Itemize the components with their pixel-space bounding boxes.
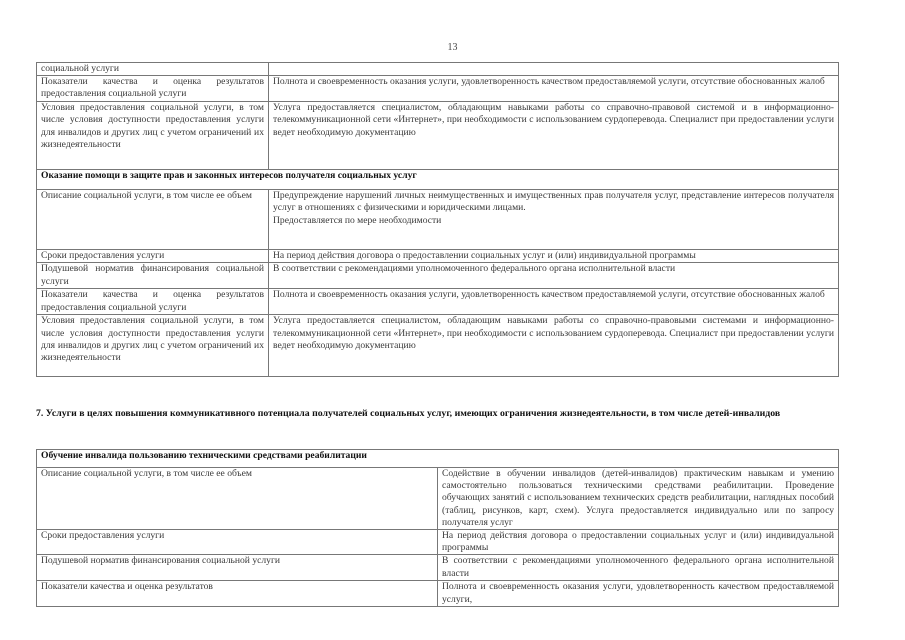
row-label: Условия предоставления социальной услуги, в том числе условия доступности предоставления услуги для инвалидов и других лиц с учетом ограничений их жизнедеятельности [37,315,269,377]
table-row [37,581,839,606]
table-row [37,468,839,530]
row-value: Содействие в обучении инвалидов (детей-инвалидов) практическим навыкам и умению самостоятельно пользоваться техническими средствами реабилитации. Проведение обучающих занятий с использованием технических средств реабилитации, наглядных пособий (таблиц, рисунков, карт, схем). Услуга предоставляется индивидуально или по запросу получателя услуг [438,468,839,530]
section-title: Обучение инвалида пользованию техническими средствами реабилитации [37,450,839,468]
row-value: В соответствии с рекомендациями уполномоченного федерального органа исполнительной власти [438,555,839,581]
section-heading-row [37,450,839,468]
row-label: Сроки предоставления услуги [37,530,438,555]
services-table-bottom [36,449,839,607]
row-value [269,63,839,76]
row-value: Услуга предоставляется специалистом, обладающим навыками работы со справочно-правовой системой и в информационно-телекоммуникационной сети «Интернет», при необходимости с использованием сурдоперевода. Специалист при предоставлении услуги ведет необходимую документацию [269,102,839,170]
table-row [37,289,839,315]
table-row [37,263,839,289]
row-label: Подушевой норматив финансирования социальной услуги [37,555,438,581]
services-table-top [36,62,839,377]
row-value: Услуга предоставляется специалистом, обладающим навыками работы со справочно-правовыми системами и информационно-телекоммуникационной сети «Интернет», при необходимости с использованием сурдоперевода. Специалист при предоставлении услуги ведет необходимую документацию [269,315,839,377]
row-label: Подушевой норматив финансирования социальной услуги [37,263,269,289]
row-label: социальной услуги [37,63,269,76]
row-value: На период действия договора о предоставлении социальных услуг и (или) индивидуальной программы [438,530,839,555]
row-value: На период действия договора о предоставлении социальных услуг и (или) индивидуальной программы [269,250,839,263]
section-title: Оказание помощи в защите прав и законных интересов получателя социальных услуг [37,170,839,190]
table-row [37,76,839,102]
table-row [37,250,839,263]
row-label: Показатели качества и оценка результатов предоставления социальной услуги [37,76,269,102]
table-row [37,63,839,76]
row-label: Показатели качества и оценка результатов [37,581,438,606]
row-value: Полнота и своевременность оказания услуги, удовлетворенность качеством предоставляемой услуги, отсутствие обоснованных жалоб [269,289,839,315]
row-value [269,190,839,250]
table-row [37,102,839,170]
section-heading-row [37,170,839,190]
row-label: Условия предоставления социальной услуги, в том числе условия доступности предоставления услуги для инвалидов и других лиц с учетом ограничений их жизнедеятельности [37,102,269,170]
row-value: Полнота и своевременность оказания услуги, удовлетворенность качеством предоставляемой услуги, отсутствие обоснованных жалоб [269,76,839,102]
chapter-heading: 7. Услуги в целях повышения коммуникативного потенциала получателей социальных услуг, имеющих ограничения жизнедеятельности, в том числе детей-инвалидов [36,408,781,419]
row-label: Сроки предоставления услуги [37,250,269,263]
table-row [37,315,839,377]
table-row [37,190,839,250]
row-value: В соответствии с рекомендациями уполномоченного федерального органа исполнительной власти [269,263,839,289]
row-value-line: Предупреждение нарушений личных неимущественных и имущественных прав получателя услуг, представление интересов получателя услуг в отношениях с физическими и юридическими лицами. Предоставляется по мере необходимости [273,190,834,226]
table-row [37,530,839,555]
row-label: Описание социальной услуги, в том числе ее объем [37,468,438,530]
row-value: Полнота и своевременность оказания услуги, удовлетворенность качеством предоставляемой услуги, [438,581,839,606]
row-label: Описание социальной услуги, в том числе ее объем [37,190,269,250]
table-row [37,555,839,581]
page-number: 13 [447,42,458,53]
row-label: Показатели качества и оценка результатов предоставления социальной услуги [37,289,269,315]
